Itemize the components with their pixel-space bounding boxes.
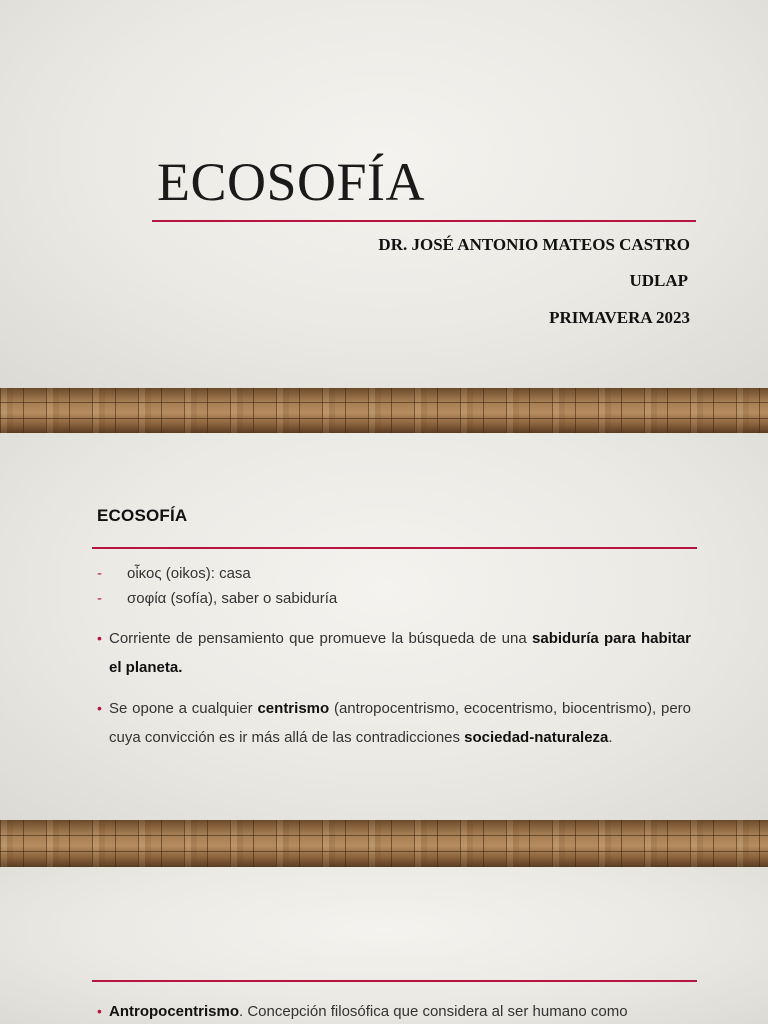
bullet-emphasis: sabiduría para habitar el planeta. [109, 630, 692, 676]
bullet-emphasis: sociedad-naturaleza [464, 729, 609, 746]
title-divider [152, 220, 696, 222]
list-item-text: σοφία (sofía), saber o sabiduría [127, 590, 338, 607]
bullet-paragraph [97, 624, 691, 682]
bullet-text: Se opone a cualquier [109, 700, 258, 717]
author-name: DR. JOSÉ ANTONIO MATEOS CASTRO [378, 235, 690, 254]
list-item [97, 590, 337, 607]
bullet-emphasis: centrismo [257, 700, 330, 717]
list-item [97, 565, 251, 582]
slide-2-heading: ECOSOFÍA [97, 506, 188, 525]
list-item-text: οἶκος (oikos): casa [127, 565, 251, 582]
term-label: PRIMAVERA 2023 [549, 308, 690, 327]
slide-1 [0, 0, 768, 388]
bullet-emphasis: Antropocentrismo [109, 1003, 240, 1020]
bullet-icon: • [97, 700, 102, 716]
dash-marker: - [97, 590, 102, 607]
bullet-text: (antropocentrismo, ecocentrismo, biocentrismo), pero cuya convicción es ir más allá de las contradicciones [109, 700, 691, 746]
wood-floor-1 [0, 388, 768, 433]
bullet-text: Corriente de pensamiento que promueve la búsqueda de una [109, 630, 533, 647]
bullet-text: . Concepción filosófica que considera al ser humano como [239, 1003, 628, 1020]
slide-1-title: ECOSOFÍA [157, 152, 426, 212]
dash-marker: - [97, 565, 102, 582]
bullet-paragraph [97, 997, 691, 1026]
wood-floor-2 [0, 820, 768, 867]
institution-name: UDLAP [629, 271, 688, 290]
slide-3-divider [92, 980, 697, 982]
heading-divider [92, 547, 697, 549]
bullet-icon: • [97, 630, 102, 646]
bullet-icon: • [97, 1003, 102, 1019]
bullet-text: . [608, 729, 613, 746]
bullet-paragraph [97, 694, 691, 752]
